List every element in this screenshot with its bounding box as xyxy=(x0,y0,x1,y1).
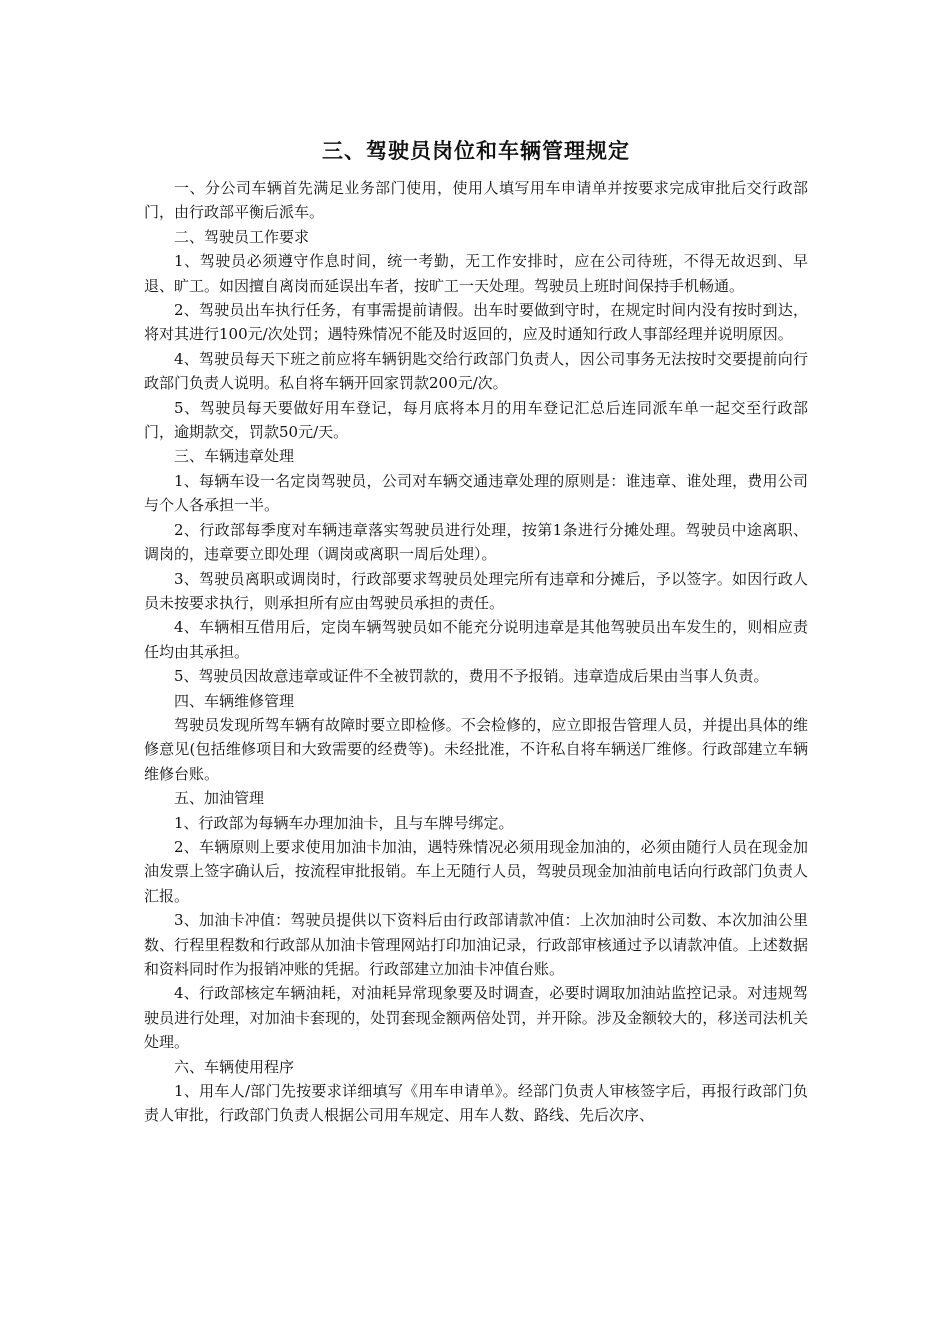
paragraph-maintenance: 驾驶员发现所驾车辆有故障时要立即检修。不会检修的，应立即报告管理人员，并提出具体的维修意见(包括维修项目和大致需要的经费等)。未经批准，不许私自将车辆送厂维修。行政部建立车辆维修台账。 xyxy=(144,715,808,783)
section-heading-fuel: 五、加油管理 xyxy=(174,789,265,808)
document-title: 三、驾驶员岗位和车辆管理规定 xyxy=(322,139,630,163)
section-heading-usage-procedure: 六、车辆使用程序 xyxy=(174,1057,295,1076)
paragraph-fuel-cash: 2、车辆原则上要求使用加油卡加油，遇特殊情况必须用现金加油的，必须由随行人员在现金加油发票上签字确认后，按流程审批报销。车上无随行人员，驾驶员现金加油前电话向行政部门负责人汇报。 xyxy=(144,837,808,905)
paragraph-driver-attendance: 1、驾驶员必须遵守作息时间，统一考勤，无工作安排时，应在公司待班，不得无故迟到、早退、旷工。如因擅自离岗而延误出车者，按旷工一天处理。驾驶员上班时间保持手机畅通。 xyxy=(144,252,808,295)
paragraph-violation-principle: 1、每辆车设一名定岗驾驶员，公司对车辆交通违章处理的原则是：谁违章、谁处理，费用公司与个人各承担一半。 xyxy=(144,471,808,515)
paragraph-fuel-consumption: 4、行政部核定车辆油耗，对油耗异常现象要及时调查，必要时调取加油站监控记录。对违规驾驶员进行处理，对加油卡套现的，处罚套现金额两倍处罚，并开除。涉及金额较大的，移送司法机关处理。 xyxy=(144,984,808,1052)
section-heading-driver-requirements: 二、驾驶员工作要求 xyxy=(174,227,310,246)
paragraph-violation-resignation: 3、驾驶员离职或调岗时，行政部要求驾驶员处理完所有违章和分摊后，予以签字。如因行政人员未按要求执行，则承担所有应由驾驶员承担的责任。 xyxy=(144,569,808,612)
paragraph-driver-punctuality: 2、驾驶员出车执行任务，有事需提前请假。出车时要做到守时，在规定时间内没有按时到达，将对其进行100元/次处罚；遇特殊情况不能及时返回的，应及时通知行政人事部经理并说明原因。 xyxy=(144,301,808,344)
paragraph-usage-log: 5、驾驶员每天要做好用车登记，每月底将本月的用车登记汇总后连同派车单一起交至行政部门，逾期款交，罚款50元/天。 xyxy=(144,398,808,442)
paragraph-fuel-recharge: 3、加油卡冲值：驾驶员提供以下资料后由行政部请款冲值：上次加油时公司数、本次加油公里数、行程里程数和行政部从加油卡管理网站打印加油记录，行政部审核通过予以请款冲值。上述数据和资料同时作为报销冲账的凭据。行政部建立加油卡冲值台账。 xyxy=(144,911,808,978)
paragraph-fuel-card: 1、行政部为每辆车办理加油卡，且与车牌号绑定。 xyxy=(174,813,514,832)
paragraph-vehicle-keys: 4、驾驶员每天下班之前应将车辆钥匙交给行政部门负责人，因公司事务无法按时交要提前向行政部门负责人说明。私自将车辆开回家罚款200元/次。 xyxy=(144,349,808,393)
paragraph-usage-application: 1、用车人/部门先按要求详细填写《用车申请单》。经部门负责人审核签字后，再报行政部门负责人审批，行政部门负责人根据公司用车规定、用车人数、路线、先后次序、 xyxy=(144,1082,808,1125)
paragraph-dispatch-rule: 一、分公司车辆首先满足业务部门使用，使用人填写用车申请单并按要求完成审批后交行政部门，由行政部平衡后派车。 xyxy=(144,179,808,222)
paragraph-violation-borrowing: 4、车辆相互借用后，定岗车辆驾驶员如不能充分说明违章是其他驾驶员出车发生的，则相应责任均由其承担。 xyxy=(144,618,808,661)
paragraph-violation-quarterly: 2、行政部每季度对车辆违章落实驾驶员进行处理，按第1条进行分摊处理。驾驶员中途离职、调岗的，违章要立即处理（调岗或离职一周后处理）。 xyxy=(144,520,808,564)
section-heading-maintenance: 四、车辆维修管理 xyxy=(174,691,295,710)
document-page xyxy=(144,134,808,1128)
section-heading-violations: 三、车辆违章处理 xyxy=(174,447,295,466)
paragraph-violation-intentional: 5、驾驶员因故意违章或证件不全被罚款的，费用不予报销。违章造成后果由当事人负责。 xyxy=(174,667,769,686)
